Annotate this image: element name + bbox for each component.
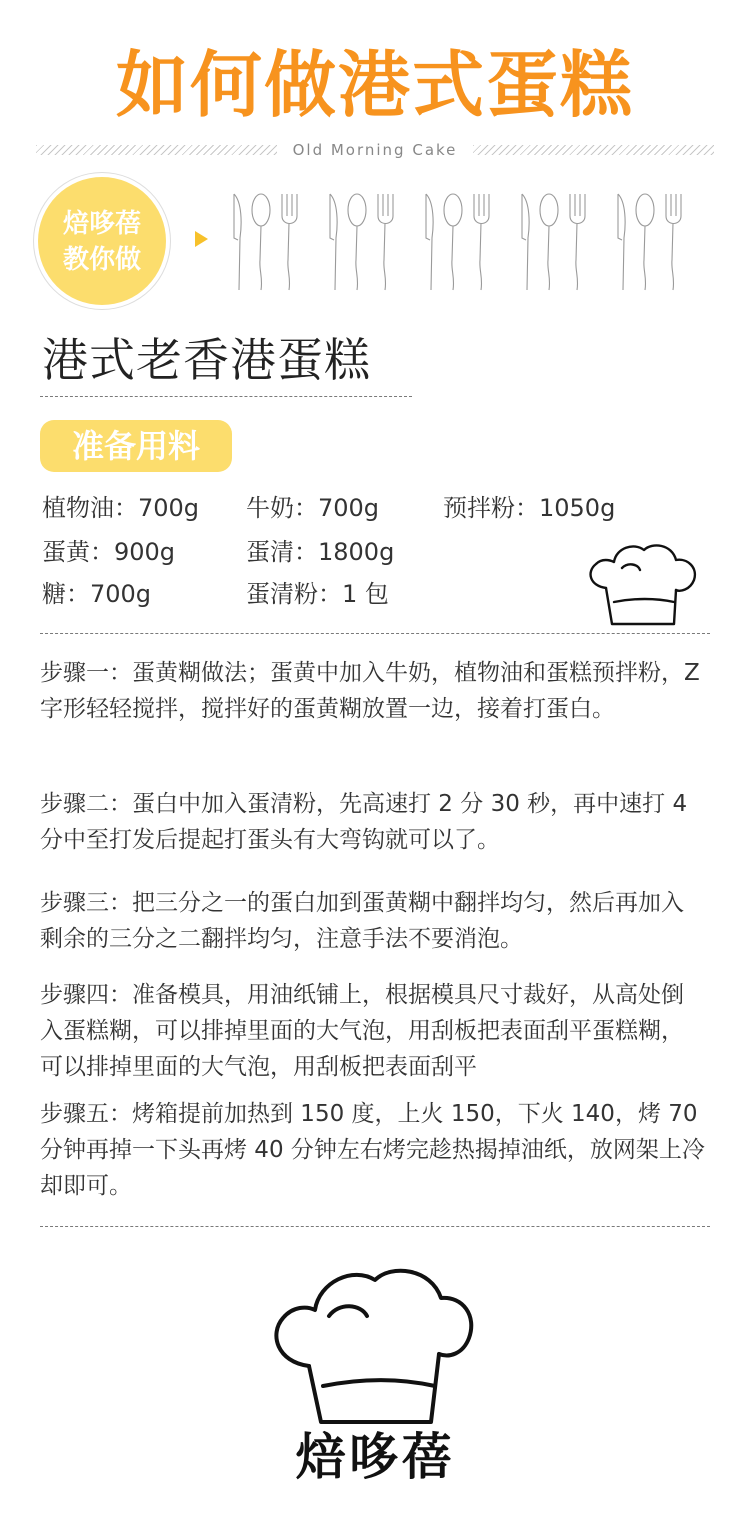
badge-text (38, 206, 166, 278)
step-2: 步骤二：蛋白中加入蛋清粉，先高速打 2 分 30 秒，再中速打 4 分中至打发后提起打蛋头有大弯钩就可以了。 (40, 791, 688, 853)
brand-logo-text: 焙哆蓓 (295, 1428, 455, 1486)
cutlery-pattern-icon (226, 190, 706, 295)
chef-hat-logo-icon (263, 1258, 478, 1433)
brand-badge (38, 177, 166, 305)
step-4: 步骤四：准备模具，用油纸铺上，根据模具尺寸裁好，从高处倒入蛋糕糊，可以排掉里面的大气泡，用刮板把表面刮平蛋糕糊，可以排掉里面的大气泡，用刮板把表面刮平 (40, 982, 684, 1080)
badge-line-1: 焙哆蓓 (62, 209, 141, 239)
section-divider (40, 633, 710, 634)
ingredient-item: 预拌粉：1050g (443, 494, 616, 522)
chef-hat-icon (584, 538, 700, 630)
ingredient-item: 牛奶：700g (246, 494, 380, 522)
section-label-pill (40, 420, 232, 472)
play-arrow-icon (195, 231, 208, 247)
step-3: 步骤三：把三分之一的蛋白加到蛋黄糊中翻拌均匀，然后再加入剩余的三分之二翻拌均匀，注意手法不要消泡。 (40, 890, 684, 952)
page-title: 如何做港式蛋糕 (115, 43, 634, 127)
ingredient-item: 蛋黄：900g (42, 538, 176, 566)
ingredient-item: 植物油：700g (42, 494, 200, 522)
ingredient-item: 蛋清粉：1 包 (246, 580, 389, 608)
step-1: 步骤一：蛋黄糊做法；蛋黄中加入牛奶，植物油和蛋糕预拌粉，Z 字形轻轻搅拌，搅拌好的蛋黄糊放置一边，接着打蛋白。 (40, 660, 700, 722)
hatch-divider-left (36, 145, 277, 155)
step-5: 步骤五：烤箱提前加热到 150 度，上火 150，下火 140，烤 70 分钟再掉一下头再烤 40 分钟左右烤完趁热揭掉油纸，放网架上冷却即可。 (40, 1101, 705, 1199)
hatch-divider-right (473, 145, 714, 155)
subtitle-row (36, 138, 714, 162)
ingredient-item: 糖：700g (42, 580, 152, 608)
subtitle: Old Morning Cake (292, 141, 458, 159)
ingredient-item: 蛋清：1800g (246, 538, 395, 566)
recipe-title: 港式老香港蛋糕 (42, 333, 371, 387)
badge-line-2: 教你做 (62, 245, 141, 275)
section-label: 准备用料 (71, 427, 200, 465)
footer-divider (40, 1226, 710, 1227)
title-divider (40, 396, 412, 397)
